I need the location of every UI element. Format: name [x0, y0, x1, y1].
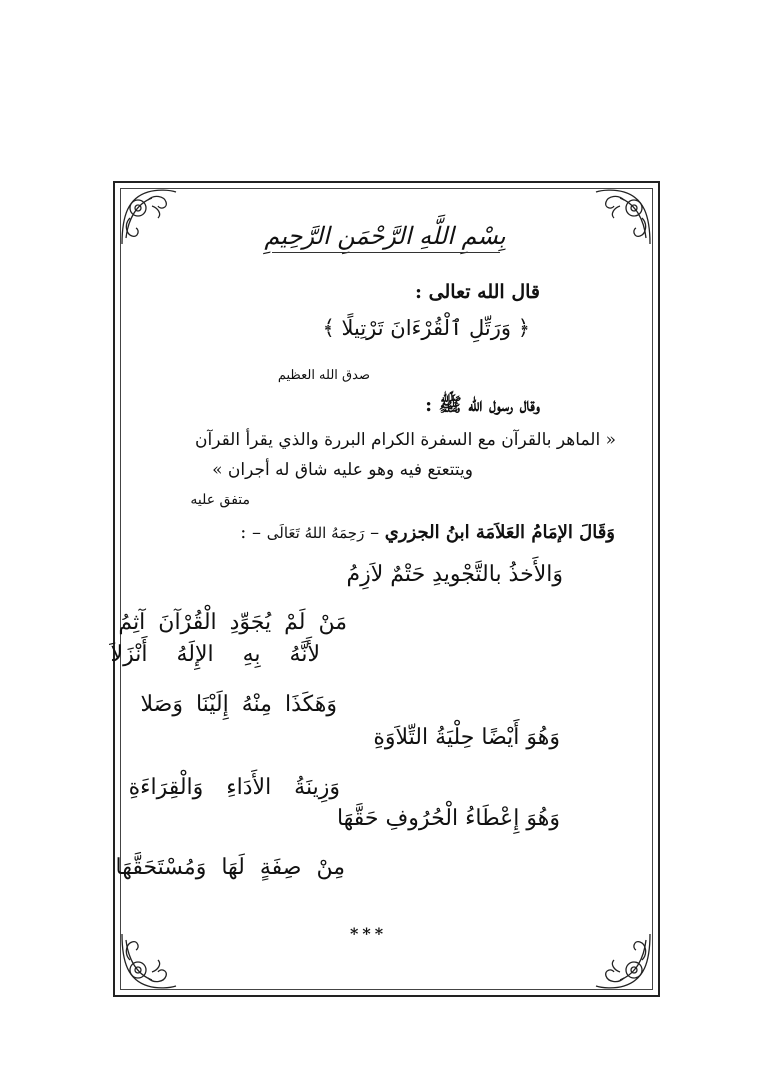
- hadith-source: متفق عليه: [190, 492, 250, 508]
- corner-ornament-icon: [592, 930, 654, 992]
- jazari-dash: –: [370, 522, 380, 543]
- hadith-line-2: ويتتعتع فيه وهو عليه شاق له أجران »: [212, 460, 473, 480]
- poem-line: وَهُوَ أَيْضًا حِلْيَةُ التِّلاَوَةِ: [373, 725, 560, 750]
- jazari-end: – :: [240, 522, 262, 543]
- rasul-quote-intro: وقال رسول الله ﷺ :: [425, 394, 540, 416]
- quran-ayah: ﴿ وَرَتِّلِ ٱلْقُرْءَانَ تَرْتِيلًا ﴾: [322, 316, 530, 340]
- poem-line: مِنْ صِفَةٍ لَهَا وَمُسْتَحَقَّهَا: [115, 855, 345, 880]
- basmala-underline: [272, 252, 500, 253]
- allah-quote-intro: قال الله تعالى :: [415, 281, 540, 303]
- basmala-heading: بِسْمِ اللَّهِ الرَّحْمَنِ الرَّحِيمِ: [264, 222, 506, 250]
- sadaq-allah-text: صدق الله العظيم: [277, 368, 370, 383]
- jazari-rahimahu: رَحِمَهُ اللهُ تَعَالَى: [266, 524, 365, 542]
- poem-line: لأَنَّهُ بِهِ الإِلَهُ أَنْزَلاَ: [110, 642, 320, 667]
- corner-ornament-icon: [118, 930, 180, 992]
- poem-line: وَهُوَ إِعْطَاءُ الْحُرُوفِ حَقَّهَا: [336, 806, 560, 831]
- poem-line: مَنْ لَمْ يُجَوِّدِ الْقُرْآنَ آثِمُ: [118, 610, 347, 635]
- corner-ornament-icon: [592, 186, 654, 248]
- jazari-quote-intro: [240, 522, 615, 543]
- poem-line: وَزِينَةُ الأَدَاءِ وَالْقِرَاءَةِ: [128, 775, 340, 800]
- hadith-line-1: « الماهر بالقرآن مع السفرة الكرام البررة والذي يقرأ القرآن: [195, 430, 616, 450]
- poem-line: وَهَكَذَا مِنْهُ إِلَيْنَا وَصَلا: [140, 692, 337, 717]
- jazari-intro-text: وَقَالَ الإمَامُ العَلاَمَة ابنُ الجزري: [384, 522, 615, 543]
- poem-line: وَالأَخذُ بالتَّجْويدِ حَتْمٌ لاَزِمُ: [346, 562, 563, 587]
- section-separator: ***: [350, 924, 388, 943]
- corner-ornament-icon: [118, 186, 180, 248]
